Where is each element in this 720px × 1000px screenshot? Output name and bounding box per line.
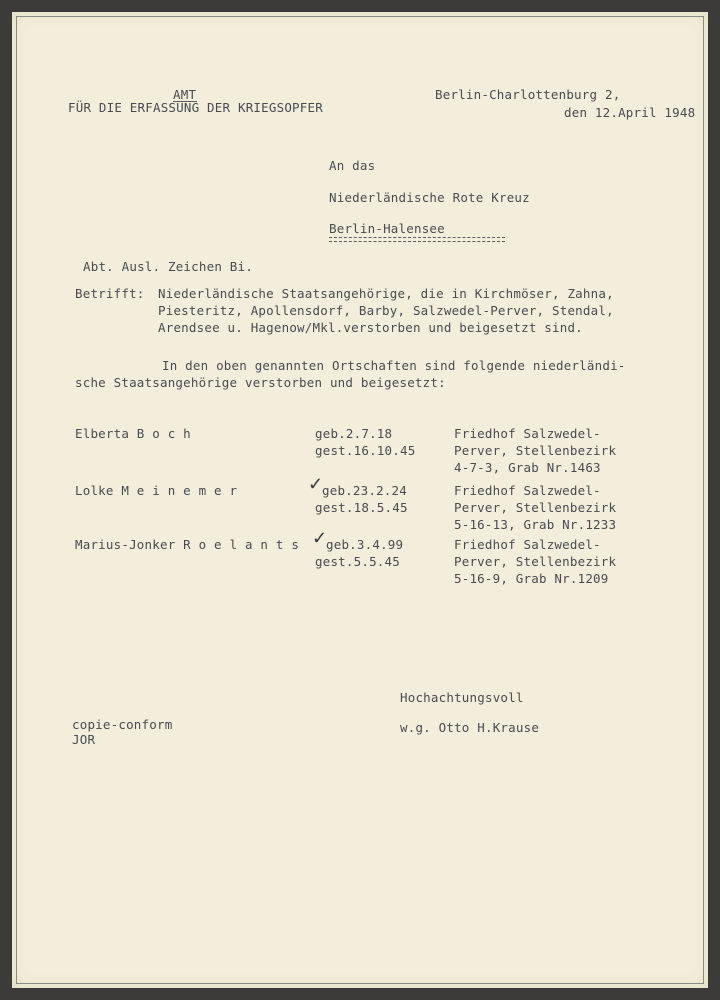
intro-line1: In den oben genannten Ortschaften sind folgende niederländi- (162, 358, 626, 373)
entry-died: gest.18.5.45 (315, 500, 408, 515)
subject-line3: Arendsee u. Hagenow/Mkl.verstorben und beigesetzt sind. (158, 320, 583, 335)
date-line: den 12.April 1948 (564, 105, 696, 120)
subject-line1: Niederländische Staatsangehörige, die in Kirchmöser, Zahna, (158, 286, 614, 301)
intro-line2: sche Staatsangehörige verstorben und beigesetzt: (75, 375, 446, 390)
closing-signature: w.g. Otto H.Krause (400, 720, 540, 735)
entry-name: Lolke M e i n e m e r (75, 483, 238, 498)
entry-burial-line2: Perver, Stellenbezirk (454, 443, 617, 458)
entry-burial-line2: Perver, Stellenbezirk (454, 554, 617, 569)
addressee-line1: An das (329, 158, 376, 173)
addressee-double-underline (329, 237, 505, 242)
letterhead-line2: FÜR DIE ERFASSUNG DER KRIEGSOPFER (68, 100, 323, 115)
entry-burial-line3: 5-16-13, Grab Nr.1233 (454, 517, 617, 532)
entry-burial-line1: Friedhof Salzwedel- (454, 483, 601, 498)
entry-burial-line3: 5-16-9, Grab Nr.1209 (454, 571, 609, 586)
entry-died: gest.5.5.45 (315, 554, 400, 569)
entry-burial-line2: Perver, Stellenbezirk (454, 500, 617, 515)
check-mark-icon: ✓ (308, 474, 324, 495)
check-mark-icon: ✓ (312, 528, 328, 549)
reference-line: Abt. Ausl. Zeichen Bi. (83, 259, 253, 274)
copy-note-line1: copie-conform (72, 717, 173, 732)
copy-note-line2: JOR (72, 732, 96, 747)
entry-burial-line3: 4-7-3, Grab Nr.1463 (454, 460, 601, 475)
addressee-line2: Niederländische Rote Kreuz (329, 190, 530, 205)
entry-born: geb.2.7.18 (315, 426, 393, 441)
closing-greeting: Hochachtungsvoll (400, 690, 524, 705)
entry-born: geb.23.2.24 (322, 483, 407, 498)
subject-label: Betrifft: (75, 286, 145, 301)
entry-died: gest.16.10.45 (315, 443, 416, 458)
place-line: Berlin-Charlottenburg 2, (435, 87, 621, 102)
subject-line2: Piesteritz, Apollensdorf, Barby, Salzwedel-Perver, Stendal, (158, 303, 614, 318)
letterhead-line1: AMT (173, 87, 197, 102)
entry-burial-line1: Friedhof Salzwedel- (454, 426, 601, 441)
entry-burial-line1: Friedhof Salzwedel- (454, 537, 601, 552)
entry-name: Elberta B o c h (75, 426, 191, 441)
addressee-line3: Berlin-Halensee (329, 221, 445, 236)
letter-page (12, 12, 708, 988)
entry-name: Marius-Jonker R o e l a n t s (75, 537, 300, 552)
entry-born: geb.3.4.99 (326, 537, 404, 552)
